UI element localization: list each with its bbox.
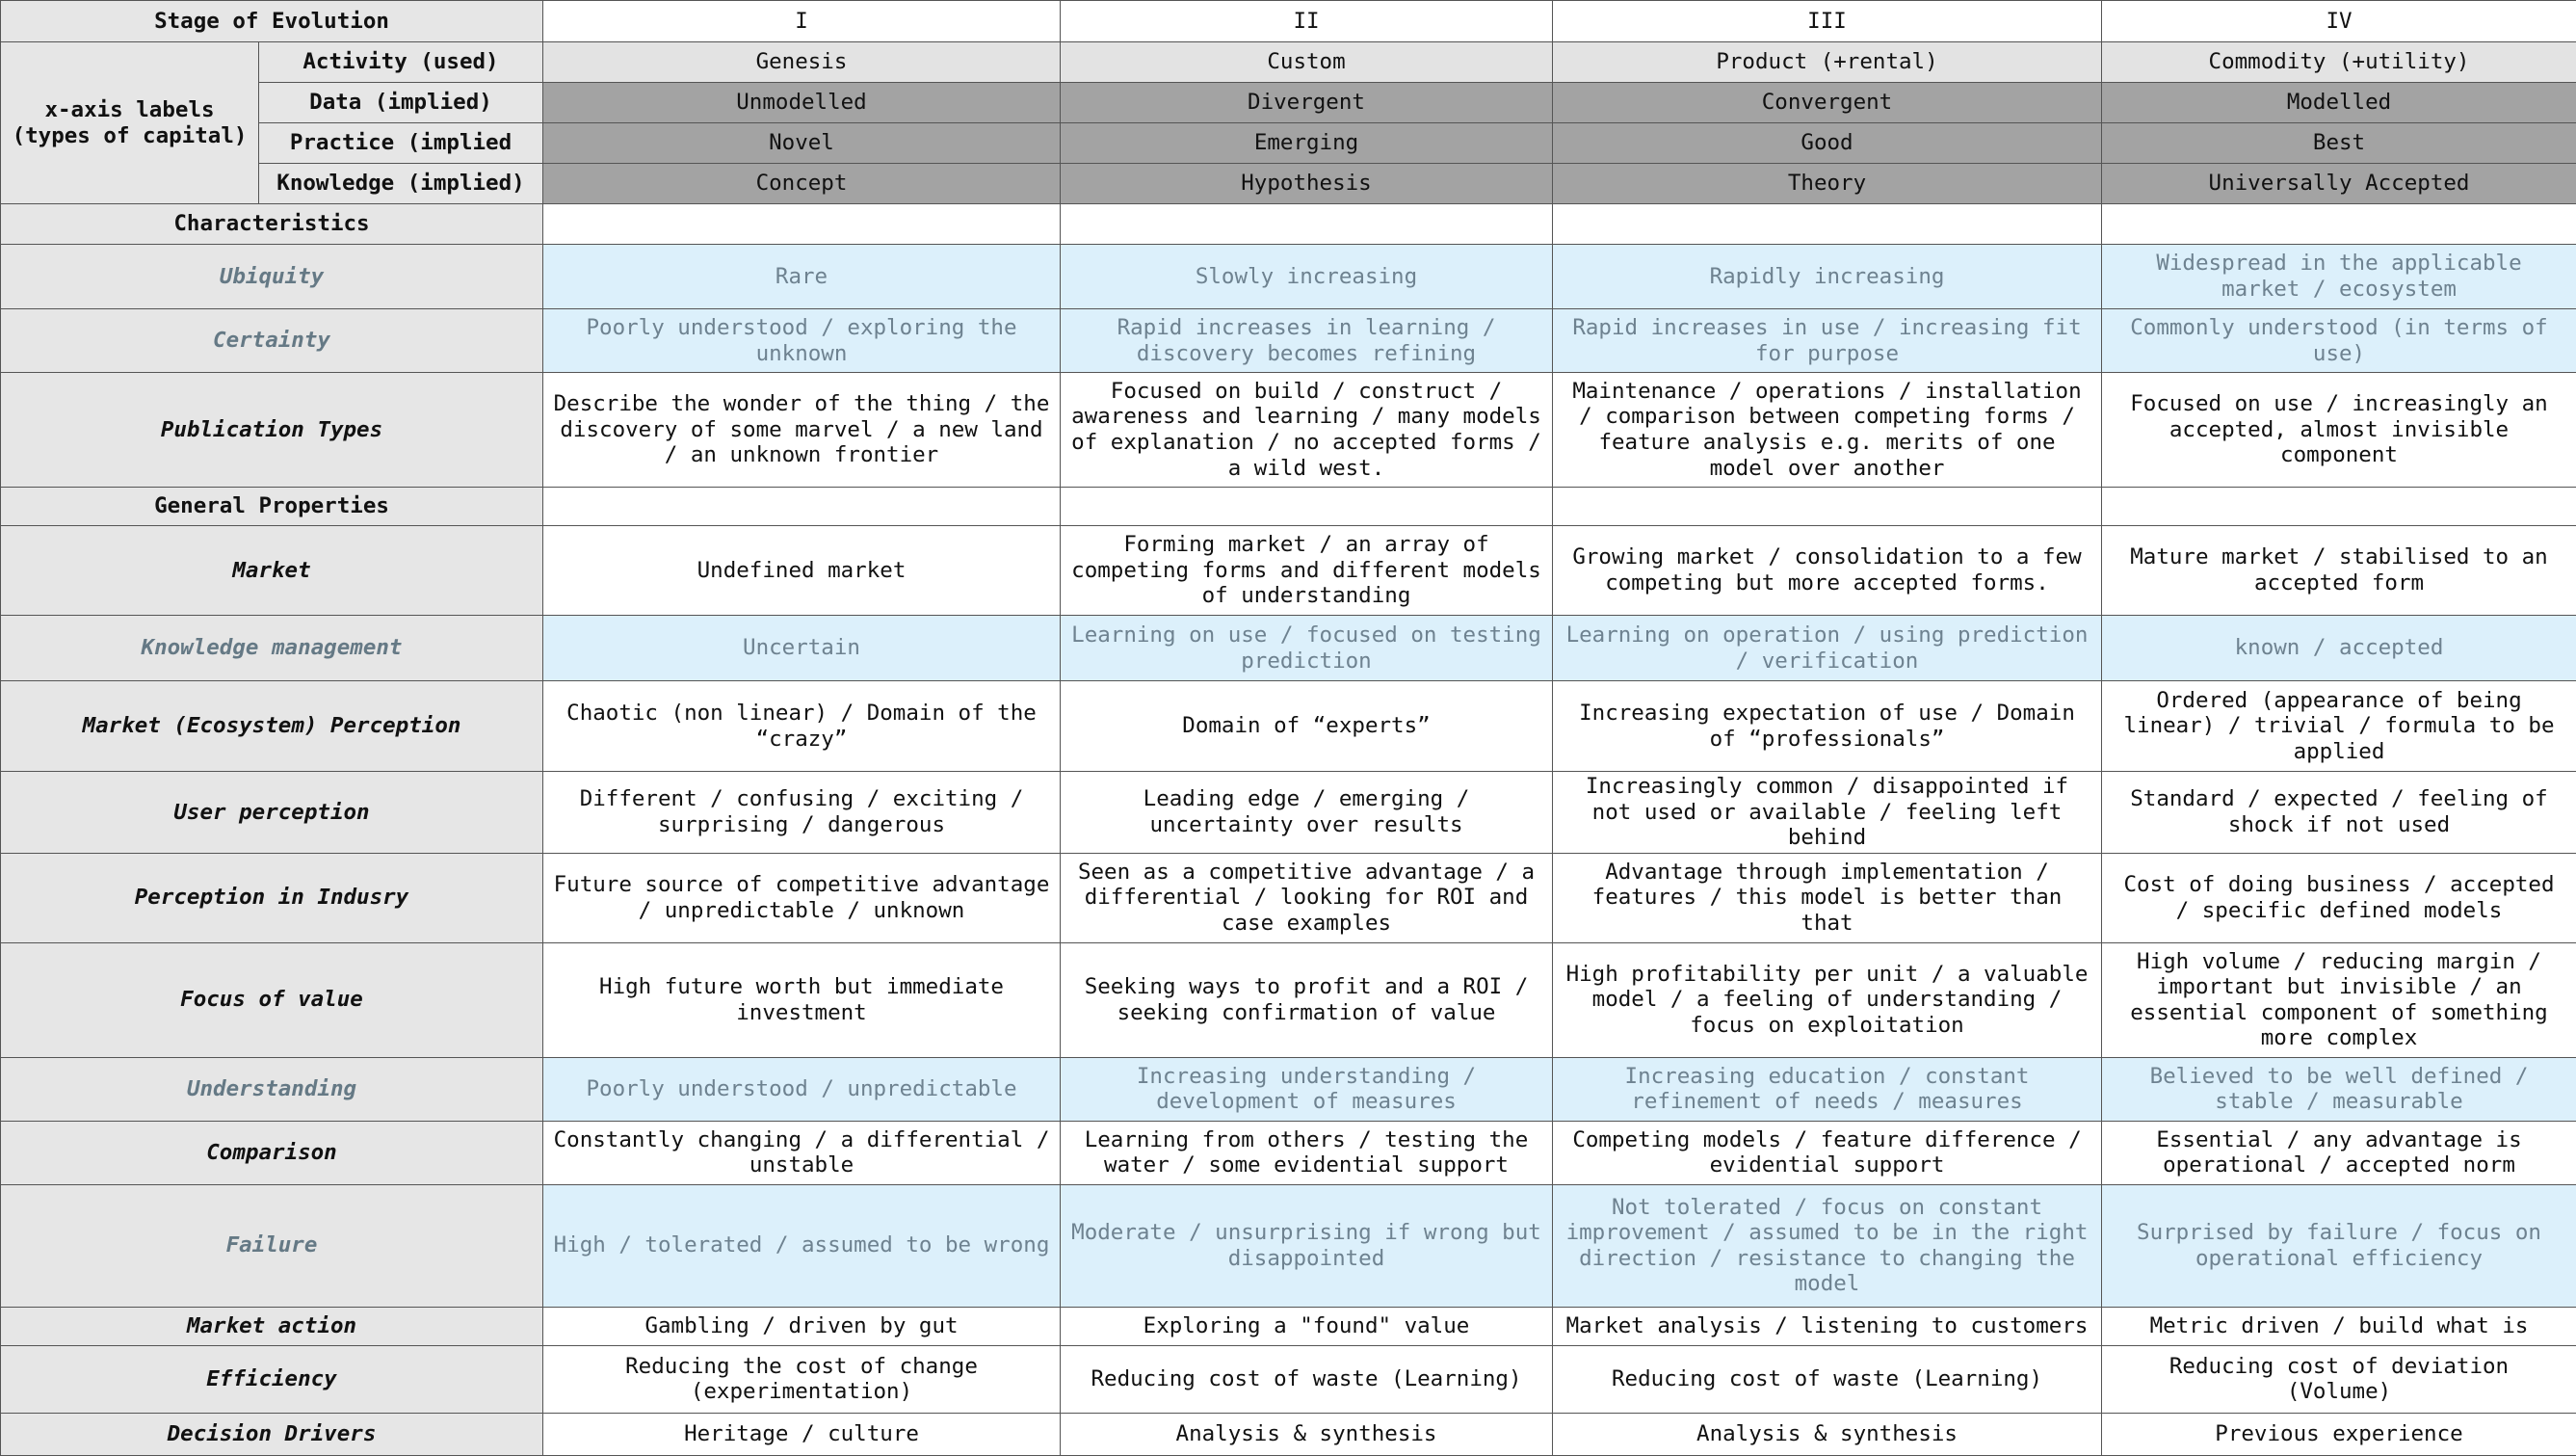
row-label-perception-industry: Perception in Indusry xyxy=(1,853,543,942)
ubiquity-cell: Rare xyxy=(543,245,1061,309)
knowledge-cell: Theory xyxy=(1553,164,2102,204)
activity-row xyxy=(1,42,2576,83)
certainty-cell: Rapid increases in use / increasing fit for purpose xyxy=(1553,309,2102,373)
comparison-cell: Competing models / feature difference / evidential support xyxy=(1553,1121,2102,1184)
market-cell: Growing market / consolidation to a few competing but more accepted forms. xyxy=(1553,526,2102,616)
knowledge-management-cell: known / accepted xyxy=(2102,616,2576,681)
market-action-cell: Metric driven / build what is xyxy=(2102,1307,2576,1345)
row-label-market-action: Market action xyxy=(1,1307,543,1345)
efficiency-cell: Reducing cost of waste (Learning) xyxy=(1061,1345,1553,1413)
market-cell: Forming market / an array of competing forms and different models of understanding xyxy=(1061,526,1553,616)
knowledge-row xyxy=(1,164,2576,204)
failure-cell: High / tolerated / assumed to be wrong xyxy=(543,1184,1061,1307)
stage-row xyxy=(1,1,2576,42)
market-action-cell: Market analysis / listening to customers xyxy=(1553,1307,2102,1345)
row-label-ubiquity: Ubiquity xyxy=(1,245,543,309)
publication-types-cell: Focused on build / construct / awareness and learning / many models of explanation / no accepted forms / a wild west. xyxy=(1061,373,1553,488)
failure-cell: Surprised by failure / focus on operational efficiency xyxy=(2102,1184,2576,1307)
row-label-certainty: Certainty xyxy=(1,309,543,373)
row-label-data: Data (implied) xyxy=(259,83,543,123)
publication-types-cell: Maintenance / operations / installation / comparison between competing forms / feature analysis e.g. merits of one model over another xyxy=(1553,373,2102,488)
row-label-market-perception: Market (Ecosystem) Perception xyxy=(1,681,543,772)
row-label-efficiency: Efficiency xyxy=(1,1345,543,1413)
understanding-row xyxy=(1,1057,2576,1121)
row-label-practice: Practice (implied xyxy=(259,123,543,164)
practice-cell: Good xyxy=(1553,123,2102,164)
data-row xyxy=(1,83,2576,123)
certainty-row xyxy=(1,309,2576,373)
market-cell: Undefined market xyxy=(543,526,1061,616)
data-cell: Unmodelled xyxy=(543,83,1061,123)
characteristics-section xyxy=(1,204,2576,245)
activity-cell: Product (+rental) xyxy=(1553,42,2102,83)
row-label-focus-of-value: Focus of value xyxy=(1,942,543,1057)
perception-industry-cell: Seen as a competitive advantage / a differential / looking for ROI and case examples xyxy=(1061,853,1553,942)
user-perception-cell: Increasingly common / disappointed if not used or available / feeling left behind xyxy=(1553,772,2102,854)
focus-of-value-cell: High volume / reducing margin / important but invisible / an essential component of something more complex xyxy=(2102,942,2576,1057)
decision-drivers-cell: Analysis & synthesis xyxy=(1061,1413,1553,1455)
publication-types-cell: Focused on use / increasingly an accepted, almost invisible component xyxy=(2102,373,2576,488)
certainty-cell: Commonly understood (in terms of use) xyxy=(2102,309,2576,373)
understanding-cell: Believed to be well defined / stable / measurable xyxy=(2102,1057,2576,1121)
market-perception-cell: Domain of “experts” xyxy=(1061,681,1553,772)
knowledge-management-row xyxy=(1,616,2576,681)
market-action-cell: Gambling / driven by gut xyxy=(543,1307,1061,1345)
comparison-cell: Learning from others / testing the water / some evidential support xyxy=(1061,1121,1553,1184)
knowledge-management-cell: Uncertain xyxy=(543,616,1061,681)
market-perception-cell: Increasing expectation of use / Domain of “professionals” xyxy=(1553,681,2102,772)
activity-cell: Genesis xyxy=(543,42,1061,83)
publication-types-row xyxy=(1,373,2576,488)
data-cell: Modelled xyxy=(2102,83,2576,123)
perception-industry-cell: Advantage through implementation / features / this model is better than that xyxy=(1553,853,2102,942)
ubiquity-cell: Widespread in the applicable market / ecosystem xyxy=(2102,245,2576,309)
publication-types-cell: Describe the wonder of the thing / the discovery of some marvel / a new land / an unknown frontier xyxy=(543,373,1061,488)
row-label-understanding: Understanding xyxy=(1,1057,543,1121)
ubiquity-cell: Rapidly increasing xyxy=(1553,245,2102,309)
knowledge-cell: Universally Accepted xyxy=(2102,164,2576,204)
general-properties-title: General Properties xyxy=(1,488,543,526)
knowledge-cell: Concept xyxy=(543,164,1061,204)
knowledge-cell: Hypothesis xyxy=(1061,164,1553,204)
efficiency-cell: Reducing cost of deviation (Volume) xyxy=(2102,1345,2576,1413)
stage-iv: IV xyxy=(2102,1,2576,42)
efficiency-cell: Reducing cost of waste (Learning) xyxy=(1553,1345,2102,1413)
data-cell: Convergent xyxy=(1553,83,2102,123)
x-axis-group-label xyxy=(1,42,259,204)
market-perception-cell: Chaotic (non linear) / Domain of the “crazy” xyxy=(543,681,1061,772)
perception-industry-cell: Future source of competitive advantage / unpredictable / unknown xyxy=(543,853,1061,942)
decision-drivers-row xyxy=(1,1413,2576,1455)
market-row xyxy=(1,526,2576,616)
user-perception-cell: Leading edge / emerging / uncertainty over results xyxy=(1061,772,1553,854)
ubiquity-cell: Slowly increasing xyxy=(1061,245,1553,309)
user-perception-cell: Different / confusing / exciting / surprising / dangerous xyxy=(543,772,1061,854)
stage-i: I xyxy=(543,1,1061,42)
row-label-publication-types: Publication Types xyxy=(1,373,543,488)
focus-of-value-row xyxy=(1,942,2576,1057)
decision-drivers-cell: Analysis & synthesis xyxy=(1553,1413,2102,1455)
market-action-cell: Exploring a "found" value xyxy=(1061,1307,1553,1345)
x-axis-label-line1: x-axis labels xyxy=(11,97,249,123)
failure-cell: Moderate / unsurprising if wrong but disappointed xyxy=(1061,1184,1553,1307)
comparison-cell: Constantly changing / a differential / unstable xyxy=(543,1121,1061,1184)
knowledge-management-cell: Learning on use / focused on testing prediction xyxy=(1061,616,1553,681)
market-perception-row xyxy=(1,681,2576,772)
market-action-row xyxy=(1,1307,2576,1345)
market-cell: Mature market / stabilised to an accepted form xyxy=(2102,526,2576,616)
row-label-knowledge: Knowledge (implied) xyxy=(259,164,543,204)
certainty-cell: Poorly understood / exploring the unknown xyxy=(543,309,1061,373)
characteristics-title: Characteristics xyxy=(1,204,543,245)
understanding-cell: Poorly understood / unpredictable xyxy=(543,1057,1061,1121)
knowledge-management-cell: Learning on operation / using prediction / verification xyxy=(1553,616,2102,681)
stage-label: Stage of Evolution xyxy=(1,1,543,42)
certainty-cell: Rapid increases in learning / discovery becomes refining xyxy=(1061,309,1553,373)
comparison-cell: Essential / any advantage is operational / accepted norm xyxy=(2102,1121,2576,1184)
perception-industry-row xyxy=(1,853,2576,942)
row-label-activity: Activity (used) xyxy=(259,42,543,83)
practice-cell: Best xyxy=(2102,123,2576,164)
focus-of-value-cell: High profitability per unit / a valuable model / a feeling of understanding / focus on exploitation xyxy=(1553,942,2102,1057)
practice-cell: Emerging xyxy=(1061,123,1553,164)
row-label-decision-drivers: Decision Drivers xyxy=(1,1413,543,1455)
failure-cell: Not tolerated / focus on constant improvement / assumed to be in the right direction / resistance to changing the model xyxy=(1553,1184,2102,1307)
efficiency-row xyxy=(1,1345,2576,1413)
decision-drivers-cell: Heritage / culture xyxy=(543,1413,1061,1455)
stage-ii: II xyxy=(1061,1,1553,42)
activity-cell: Commodity (+utility) xyxy=(2102,42,2576,83)
perception-industry-cell: Cost of doing business / accepted / specific defined models xyxy=(2102,853,2576,942)
ubiquity-row xyxy=(1,245,2576,309)
focus-of-value-cell: Seeking ways to profit and a ROI / seeking confirmation of value xyxy=(1061,942,1553,1057)
practice-cell: Novel xyxy=(543,123,1061,164)
market-perception-cell: Ordered (appearance of being linear) / trivial / formula to be applied xyxy=(2102,681,2576,772)
understanding-cell: Increasing understanding / development of measures xyxy=(1061,1057,1553,1121)
row-label-knowledge-management: Knowledge management xyxy=(1,616,543,681)
user-perception-row xyxy=(1,772,2576,854)
x-axis-label-line2: (types of capital) xyxy=(11,123,249,149)
comparison-row xyxy=(1,1121,2576,1184)
row-label-failure: Failure xyxy=(1,1184,543,1307)
row-label-user-perception: User perception xyxy=(1,772,543,854)
focus-of-value-cell: High future worth but immediate investment xyxy=(543,942,1061,1057)
user-perception-cell: Standard / expected / feeling of shock if not used xyxy=(2102,772,2576,854)
decision-drivers-cell: Previous experience xyxy=(2102,1413,2576,1455)
data-cell: Divergent xyxy=(1061,83,1553,123)
understanding-cell: Increasing education / constant refinement of needs / measures xyxy=(1553,1057,2102,1121)
activity-cell: Custom xyxy=(1061,42,1553,83)
efficiency-cell: Reducing the cost of change (experimentation) xyxy=(543,1345,1061,1413)
stage-iii: III xyxy=(1553,1,2102,42)
row-label-comparison: Comparison xyxy=(1,1121,543,1184)
practice-row xyxy=(1,123,2576,164)
row-label-market: Market xyxy=(1,526,543,616)
general-properties-section xyxy=(1,488,2576,526)
failure-row xyxy=(1,1184,2576,1307)
